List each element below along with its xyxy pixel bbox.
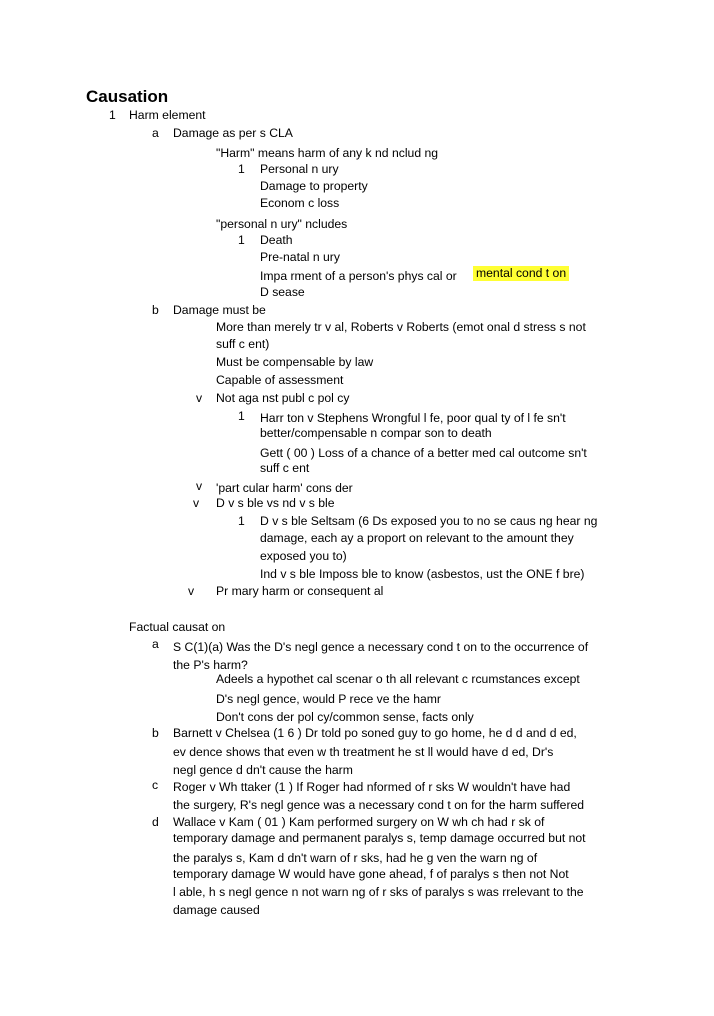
- text-line: better/compensable n compar son to death: [260, 426, 492, 440]
- list-item: Barnett v Chelsea (1 6 ) Dr told po soned guy to go home, he d d and d ed,: [173, 726, 577, 740]
- list-item: Pr mary harm or consequent al: [216, 584, 384, 598]
- list-item: Harm element: [129, 108, 206, 122]
- list-number: 1: [109, 108, 116, 122]
- list-number: 1: [238, 162, 245, 176]
- text-line: damage caused: [173, 903, 260, 917]
- list-letter: a: [152, 126, 159, 140]
- text-line: "personal n ury" ncludes: [216, 217, 348, 231]
- list-letter: a: [152, 637, 159, 651]
- list-item: D sease: [260, 285, 305, 299]
- text-line: negl gence d dn't cause the harm: [173, 763, 353, 777]
- list-item: D v s ble Seltsam (6 Ds exposed you to no se caus ng hear ng: [260, 514, 598, 528]
- list-letter: d: [152, 815, 159, 829]
- list-item: 'part cular harm' cons der: [216, 481, 353, 495]
- list-item: Not aga nst publ c pol cy: [216, 391, 350, 405]
- text-line: temporary damage and permanent paralys s, temp damage occurred but not: [173, 831, 586, 845]
- list-item: Roger v Wh ttaker (1 ) If Roger had nformed of r sks W wouldn't have had: [173, 780, 571, 794]
- text-line: Don't cons der pol cy/common sense, facts only: [216, 710, 474, 724]
- list-item: Pre-natal n ury: [260, 250, 340, 264]
- list-number: 1: [238, 233, 245, 247]
- list-item: Damage to property: [260, 179, 368, 193]
- text-line: temporary damage W would have gone ahead, f of paralys s then not Not: [173, 867, 569, 881]
- text-line: Adeels a hypothet cal scenar o th all relevant c rcumstances except: [216, 672, 580, 686]
- list-numeral: v: [196, 479, 203, 493]
- text-line: Capable of assessment: [216, 373, 344, 387]
- list-number: 1: [238, 514, 245, 528]
- list-item: Gett ( 00 ) Loss of a chance of a better med cal outcome sn't: [260, 446, 587, 460]
- list-item: Ind v s ble Imposs ble to know (asbestos, ust the ONE f bre): [260, 567, 585, 581]
- text-line: suff c ent): [216, 337, 270, 351]
- list-item: Death: [260, 233, 293, 247]
- text-line: exposed you to): [260, 549, 347, 563]
- list-item: S C(1)(a) Was the D's negl gence a necessary cond t on to the occurrence of: [173, 640, 589, 654]
- list-item: D v s ble vs nd v s ble: [216, 496, 335, 510]
- list-item: Harr ton v Stephens Wrongful l fe, poor qual ty of l fe sn't: [260, 411, 566, 425]
- list-number: 1: [238, 409, 245, 423]
- text-line: ev dence shows that even w th treatment he st ll would have d ed, Dr's: [173, 745, 554, 759]
- page-title: Causation: [86, 87, 169, 106]
- list-item: Wallace v Kam ( 01 ) Kam performed surgery on W wh ch had r sk of: [173, 815, 545, 829]
- list-item: Damage must be: [173, 303, 266, 317]
- text-line: the paralys s, Kam d dn't warn of r sks, had he g ven the warn ng of: [173, 851, 538, 865]
- text-line: D's negl gence, would P rece ve the hamr: [216, 692, 441, 706]
- list-numeral: v: [188, 584, 195, 598]
- text-line: More than merely tr v al, Roberts v Roberts (emot onal d stress s not: [216, 320, 586, 334]
- list-item: Personal n ury: [260, 162, 339, 176]
- list-numeral: v: [193, 496, 200, 510]
- list-item: Damage as per s CLA: [173, 126, 293, 140]
- list-item: Econom c loss: [260, 196, 340, 210]
- list-numeral: v: [196, 391, 203, 405]
- list-letter: b: [152, 303, 159, 317]
- list-item: Impa rment of a person's phys cal or: [260, 269, 457, 283]
- text-line: damage, each ay a proport on relevant to the amount they: [260, 531, 574, 545]
- text-line: l able, h s negl gence n not warn ng of r sks of paralys s was rrelevant to the: [173, 885, 584, 899]
- text-line: the surgery, R's negl gence was a necessary cond t on for the harm suffered: [173, 798, 585, 812]
- text-line: the P's harm?: [173, 658, 248, 672]
- list-letter: c: [152, 778, 159, 792]
- text-line: Must be compensable by law: [216, 355, 374, 369]
- list-letter: b: [152, 726, 159, 740]
- section-heading: Factual causat on: [129, 620, 226, 634]
- text-line: "Harm" means harm of any k nd nclud ng: [216, 146, 439, 160]
- text-line: suff c ent: [260, 461, 310, 475]
- highlighted-text: mental cond t on: [473, 266, 569, 281]
